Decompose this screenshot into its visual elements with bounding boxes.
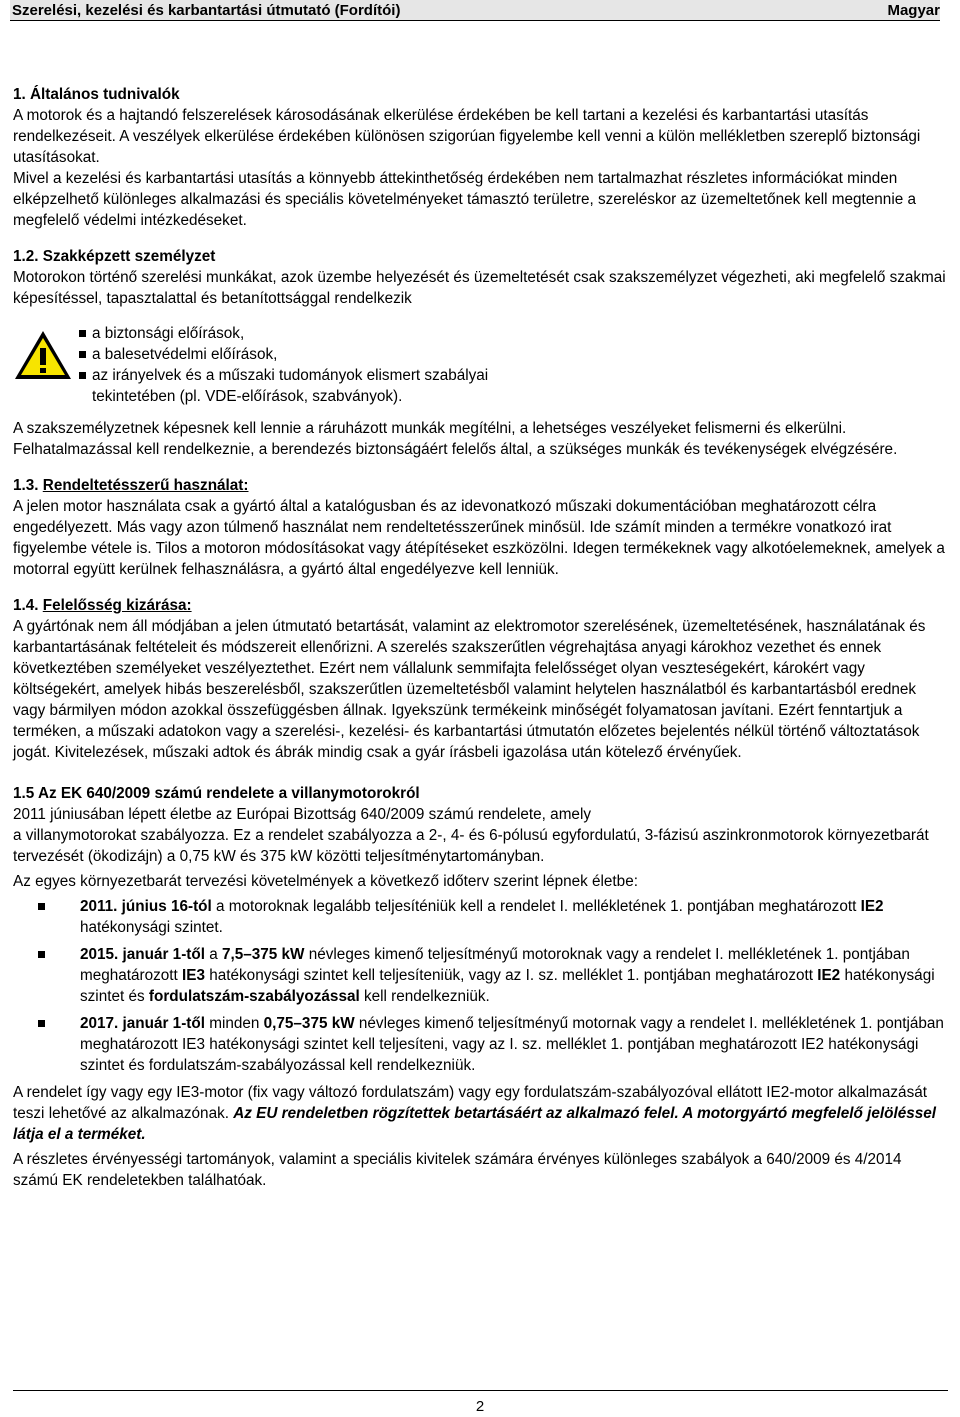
warning-block [13, 323, 948, 418]
document-body [13, 84, 948, 1191]
section-1-5-paragraph-3: A rendelet így vagy egy IE3-motor (fix vagy változó fordulatszám) vagy egy fordulatszám-szabályozóval ellátott IE2-motor alkalmazását teszi lehetővé az alkalmazónak. Az EU rendeletben rögzítettek betartásáért az alkalmazó felel. A motorgyártó megfelelő jelöléssel látja el a terméket. [13, 1084, 936, 1143]
section-1-5-intro: a villanymotorokat szabályozza. Ez a rendelet szabályozza a 2-, 4- és 6-pólusú egyfordulatú, 3-fázisú aszinkronmotorok környezetbarát tervezését (ökodizájn) a 0,75 kW és 375 kW közötti teljesítménytartományban. [13, 827, 929, 865]
section-1-3-title: Rendeltetésszerű használat: [42, 477, 249, 494]
section-1-5-schedule-intro: Az egyes környezetbarát tervezési követelmények a következő időterv szerint lépnek életbe: [13, 873, 638, 890]
section-1-4-paragraph: A gyártónak nem áll módjában a jelen útmutató betartását, valamint az elektromotor szerelésének, üzemeltetésének, használatának és karbantartásának feltételeit és módszereit ellenőrizni. A szerelés szakszerűtlen végrehajtása anyagi károkhoz vezethet és ennek következtében személyeket veszélyeztethet. Ezért nem vállalunk semmifajta felelősséget olyan veszteségekért, károkért vagy költségekért, amelyek hibás beszerelésből, szakszerűtlen üzemeltetésből valamint helytelen használatból és karbantartásból erednek vagy bármilyen módon azokkal összefüggésben állnak. Igyekszünk termékeink minőségét folyamatosan javítani. Ezért fenntartjuk a terméken, a műszaki adatokon vagy a szerelési-, kezelési- és karbantartási útmutatón előzetes bejelentés nélkül történő változtatások jogát. Kivitelezések, műszaki adtok és ábrák mindig csak a gyár írásbeli igazolása után kötelező érvényűek. [13, 618, 926, 761]
section-1-2-number: 1.2. [13, 248, 43, 265]
section-1-paragraph-2: Mivel a kezelési és karbantartási utasítás a könnyebb áttekinthetőség érdekében nem tartalmazhat részletes információkat minden elképzelhető különleges alkalmazási és speciális követelményeket támasztó területre, szereléskor az üzemeltetőnek kell megtennie a megfelelő védelmi intézkedéseket. [13, 170, 916, 229]
warning-triangle-icon [13, 329, 73, 381]
section-1-4-heading [13, 595, 948, 616]
list-item: a biztonsági előírások, [79, 323, 562, 344]
footer-divider [13, 1390, 948, 1391]
section-1-paragraph-1: A motorok és a hajtandó felszerelések károsodásának elkerülése érdekében be kell tartani a kezelési és karbantartási utasítás rendelkezéseit. A veszélyek elkerülése érdekében különösen szigorúan figyelembe kell venni a külön mellékletben szereplő biztonsági utasításokat. [13, 107, 921, 166]
regulation-schedule-list [13, 896, 948, 1076]
safety-requirements-list [79, 323, 562, 407]
section-1-2-paragraph-2: A szakszemélyzetnek képesnek kell lennie a ráruházott munkák megítélni, a lehetséges veszélyeket felismerni és elkerülni. Felhatalmazással kell rendelkeznie, a berendezés biztonságáért felelős által, a szükséges munkák és tevékenységek elvégzésére. [13, 420, 898, 458]
section-1-2-title: Szakképzett személyzet [42, 248, 216, 265]
section-1-3-number: 1.3. [13, 477, 43, 494]
list-item: 2011. június 16-tól a motoroknak legalább teljesíténiük kell a rendelet I. mellékletének 1. pontjában meghatározott IE2 hatékonysági szintet. [13, 896, 948, 938]
section-1-2-heading [13, 246, 948, 267]
section-1-5-paragraph-4: A részletes érvényességi tartományok, valamint a speciális kivitelek számára érvényes különleges szabályok a 640/2009 és 4/2014 számú EK rendeletekben találhatóak. [13, 1151, 902, 1189]
section-1-5-heading: 1.5 Az EK 640/2009 számú rendelete a villanymotorokról [13, 785, 420, 802]
list-item: 2017. január 1-től minden 0,75–375 kW névleges kimenő teljesítményű motornak vagy a rendelet I. mellékletének 1. pontjában meghatározott IE3 hatékonysági szintet kell teljesíteni, vagy az I. sz. melléklet 1. pontjában meghatározott IE2 hatékonysági szintet és fordulatszám-szabályozással kell rendelkezniük. [13, 1013, 948, 1076]
section-1-4-number: 1.4. [13, 597, 43, 614]
section-1-2-paragraph-1: Motorokon történő szerelési munkákat, azok üzembe helyezését és üzemeltetését csak szakszemélyzet végezheti, aki megfelelő szakmai képesítéssel, tapasztalattal és betanítottsággal rendelkezik [13, 269, 946, 307]
list-item: az irányelvek és a műszaki tudományok elismert szabályai tekintetében (pl. VDE-előírások, szabványok). [79, 365, 562, 407]
document-language: Magyar [887, 2, 940, 19]
section-1-5-intro-line: 2011 júniusában lépett életbe az Európai Bizottság 640/2009 számú rendelete, amely [13, 806, 591, 823]
section-1-heading: 1. Általános tudnivalók [13, 86, 180, 103]
list-item: a balesetvédelmi előírások, [79, 344, 562, 365]
section-1-3-heading [13, 475, 948, 496]
page-number: 2 [475, 1398, 485, 1415]
list-item: 2015. január 1-től a 7,5–375 kW névleges kimenő teljesítményű motoroknak vagy a rendelet I. mellékletének 1. pontjában meghatározott IE3 hatékonysági szintet kell teljesíteniük, vagy az I. sz. melléklet 1. pontjában meghatározott IE2 hatékonysági szintet és fordulatszám-szabályozással kell rendelkezniük. [13, 944, 948, 1007]
section-1-4-title: Felelősség kizárása: [42, 597, 192, 614]
document-title: Szerelési, kezelési és karbantartási útmutató (Fordítói) [12, 2, 401, 19]
section-1-3-paragraph: A jelen motor használata csak a gyártó által a katalógusban és az idevonatkozó műszaki dokumentációban meghatározott célra engedélyezett. Más vagy azon túlmenő használat nem rendeltetésszerűnek minősül. Ide számít minden a termékre vonatkozó irat figyelembe vétele is. Tilos a motoron módosításokat vagy átépítéseket eszközölni. Idegen termékeknek vagy alkotóelemeknek, amelyek a motorral együtt kerülnek felhasználásra, a gyártó által engedélyezve kell lenniük. [13, 498, 945, 578]
page-header [10, 0, 940, 21]
